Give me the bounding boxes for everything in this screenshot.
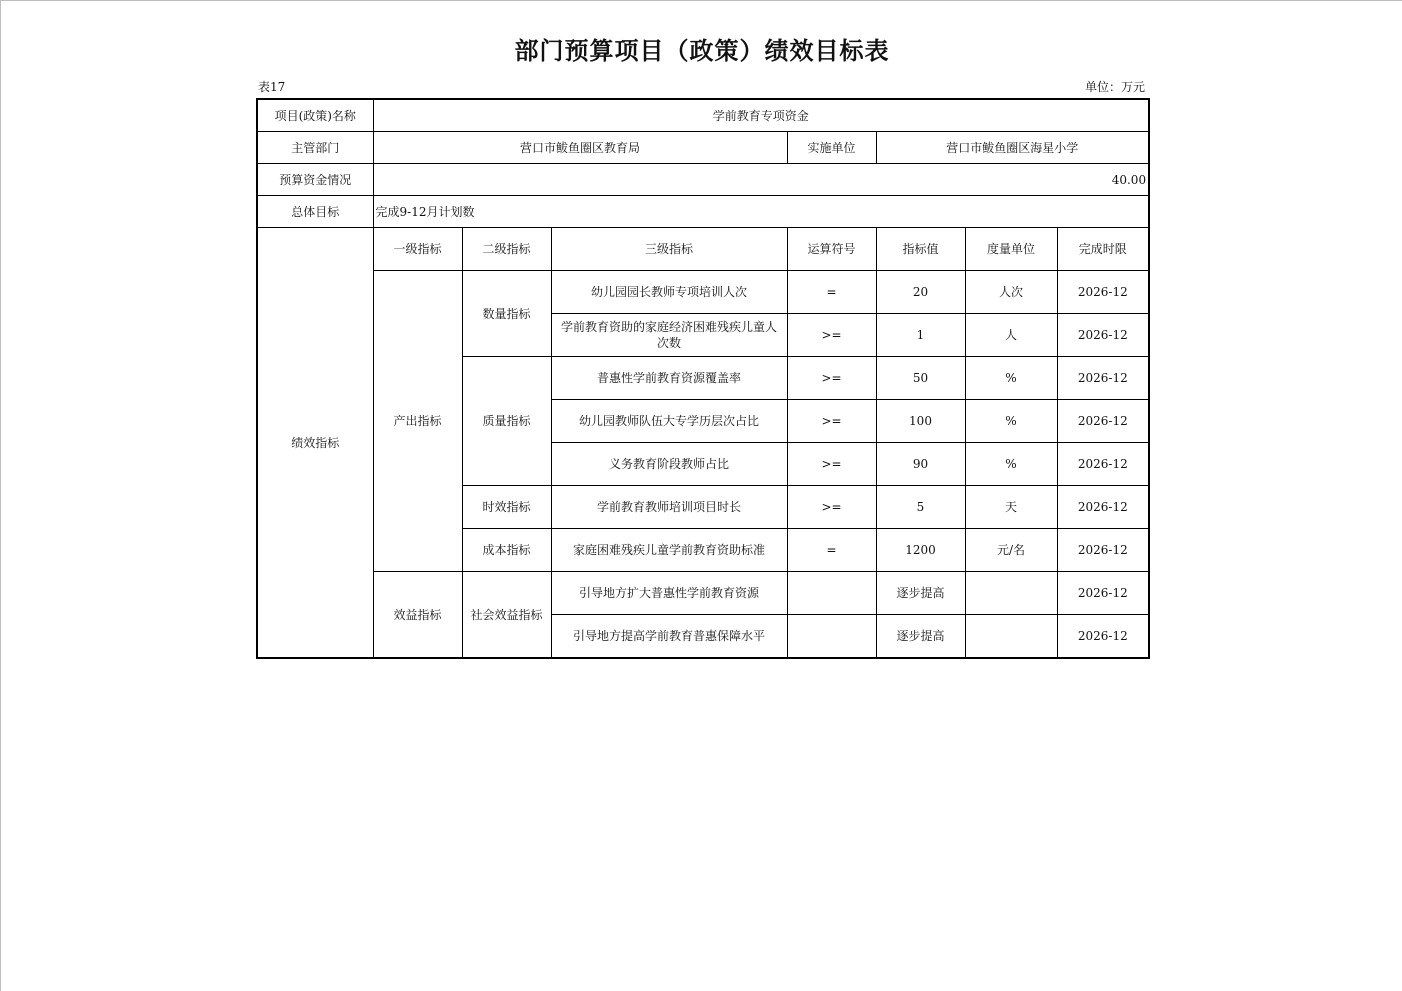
row-val: 1 [876, 314, 965, 357]
group-quality: 质量指标 [462, 357, 551, 486]
benefit-l1: 效益指标 [373, 572, 462, 659]
row-val: 20 [876, 271, 965, 314]
row-op [787, 572, 876, 615]
row-unit: 元/名 [965, 529, 1057, 572]
goal-row [257, 196, 1149, 228]
unit-label: 单位：万元 [1084, 80, 1145, 94]
row-l3: 家庭困难残疾儿童学前教育资助标准 [551, 529, 787, 572]
impl-unit-label: 实施单位 [787, 132, 876, 164]
performance-target-table [256, 98, 1150, 659]
row-unit: 人次 [965, 271, 1057, 314]
row-unit: 天 [965, 486, 1057, 529]
row-op: >= [787, 443, 876, 486]
row-deadline: 2026-12 [1057, 529, 1149, 572]
row-l3: 学前教育教师培训项目时长 [551, 486, 787, 529]
group-time: 时效指标 [462, 486, 551, 529]
row-l3: 幼儿园教师队伍大专学历层次占比 [551, 400, 787, 443]
budget-row [257, 164, 1149, 196]
row-deadline: 2026-12 [1057, 357, 1149, 400]
table-row [257, 572, 1149, 615]
header-unit: 度量单位 [965, 228, 1057, 271]
table-row [257, 271, 1149, 314]
group-cost: 成本指标 [462, 529, 551, 572]
header-l3: 三级指标 [551, 228, 787, 271]
row-deadline: 2026-12 [1057, 443, 1149, 486]
row-l3: 普惠性学前教育资源覆盖率 [551, 357, 787, 400]
goal-value: 完成9-12月计划数 [373, 196, 1149, 228]
row-op: >= [787, 486, 876, 529]
row-deadline: 2026-12 [1057, 615, 1149, 659]
budget-value: 40.00 [373, 164, 1149, 196]
header-l2: 二级指标 [462, 228, 551, 271]
goal-label: 总体目标 [257, 196, 373, 228]
budget-label: 预算资金情况 [257, 164, 373, 196]
row-val: 50 [876, 357, 965, 400]
row-unit [965, 572, 1057, 615]
row-deadline: 2026-12 [1057, 486, 1149, 529]
output-l1: 产出指标 [373, 271, 462, 572]
row-val: 90 [876, 443, 965, 486]
row-val: 5 [876, 486, 965, 529]
row-unit: % [965, 443, 1057, 486]
row-op: = [787, 271, 876, 314]
row-unit [965, 615, 1057, 659]
perf-label: 绩效指标 [257, 228, 373, 659]
row-l3: 学前教育资助的家庭经济困难残疾儿童人次数 [551, 314, 787, 357]
dept-row [257, 132, 1149, 164]
row-unit: % [965, 357, 1057, 400]
row-unit: 人 [965, 314, 1057, 357]
header-deadline: 完成时限 [1057, 228, 1149, 271]
row-val: 逐步提高 [876, 615, 965, 659]
row-l3: 引导地方提高学前教育普惠保障水平 [551, 615, 787, 659]
row-op: >= [787, 314, 876, 357]
table-number: 表17 [258, 80, 286, 94]
page-title: 部门预算项目（政策）绩效目标表 [514, 37, 890, 65]
row-deadline: 2026-12 [1057, 400, 1149, 443]
header-row [257, 228, 1149, 271]
row-op: >= [787, 400, 876, 443]
row-op: >= [787, 357, 876, 400]
row-deadline: 2026-12 [1057, 271, 1149, 314]
impl-unit-value: 营口市鲅鱼圈区海星小学 [876, 132, 1149, 164]
row-l3: 幼儿园园长教师专项培训人次 [551, 271, 787, 314]
project-label: 项目(政策)名称 [257, 99, 373, 132]
row-unit: % [965, 400, 1057, 443]
dept-value: 营口市鲅鱼圈区教育局 [373, 132, 787, 164]
project-row [257, 99, 1149, 132]
row-val: 100 [876, 400, 965, 443]
row-l3: 义务教育阶段教师占比 [551, 443, 787, 486]
header-op: 运算符号 [787, 228, 876, 271]
row-l3: 引导地方扩大普惠性学前教育资源 [551, 572, 787, 615]
row-op: = [787, 529, 876, 572]
project-value: 学前教育专项资金 [373, 99, 1149, 132]
row-val: 1200 [876, 529, 965, 572]
group-social: 社会效益指标 [462, 572, 551, 659]
row-op [787, 615, 876, 659]
row-val: 逐步提高 [876, 572, 965, 615]
header-val: 指标值 [876, 228, 965, 271]
dept-label: 主管部门 [257, 132, 373, 164]
row-deadline: 2026-12 [1057, 572, 1149, 615]
row-deadline: 2026-12 [1057, 314, 1149, 357]
group-quantity: 数量指标 [462, 271, 551, 357]
header-l1: 一级指标 [373, 228, 462, 271]
